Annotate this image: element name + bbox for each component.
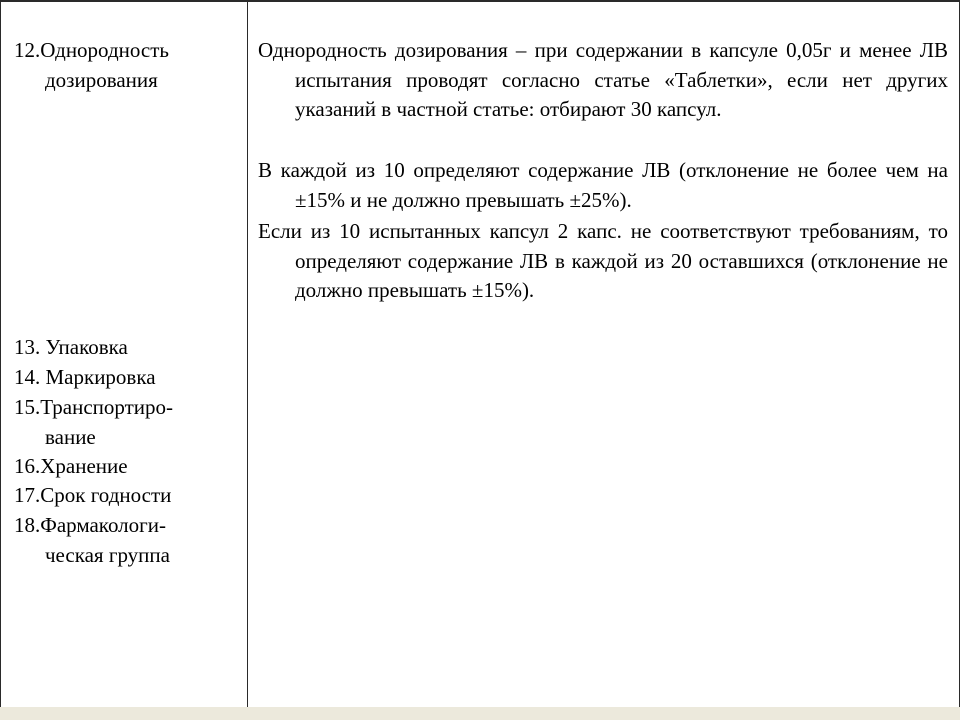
list-item-text: 13. Упаковка: [14, 335, 128, 359]
paragraph-ten-capsules: В каждой из 10 определяют содержание ЛВ (отклонение не более чем на ±15% и не должно превышать ±25%).: [258, 158, 948, 212]
list-item-text: 12.Однородность: [14, 38, 169, 62]
list-item-text-continued: ческая группа: [45, 542, 170, 567]
list-item-16: [14, 452, 128, 482]
list-item-text-continued: вание: [45, 424, 96, 449]
list-item-text: 17.Срок годности: [14, 483, 172, 507]
paragraph-uniformity: Однородность дозирования – при содержании в капсуле 0,05г и менее ЛВ испытания проводят согласно статье «Таблетки», если нет других указаний в частной статье: отбирают 30 капсул.: [258, 38, 948, 121]
list-item-14: [14, 363, 156, 393]
list-item-text: 18.Фармакологи-: [14, 513, 166, 537]
list-item-18: [14, 511, 170, 570]
paragraph-twenty-capsules: Если из 10 испытанных капсул 2 капс. не соответствуют требованиям, то определяют содержание ЛВ в каждой из 20 оставшихся (отклонение не должно превышать ±15%).: [258, 219, 948, 302]
list-item-17: [14, 481, 171, 511]
list-item-text: 15.Транспортиро-: [14, 395, 174, 419]
list-item-text: 16.Хранение: [14, 454, 128, 478]
list-item-13: [14, 333, 128, 363]
list-item-15: [14, 393, 173, 452]
list-item-12: [14, 36, 169, 95]
list-item-text: 14. Маркировка: [14, 365, 156, 389]
left-column: [0, 2, 248, 707]
footer-strip: [0, 707, 960, 720]
right-column: [248, 2, 960, 707]
list-item-text-continued: дозирования: [45, 67, 158, 92]
